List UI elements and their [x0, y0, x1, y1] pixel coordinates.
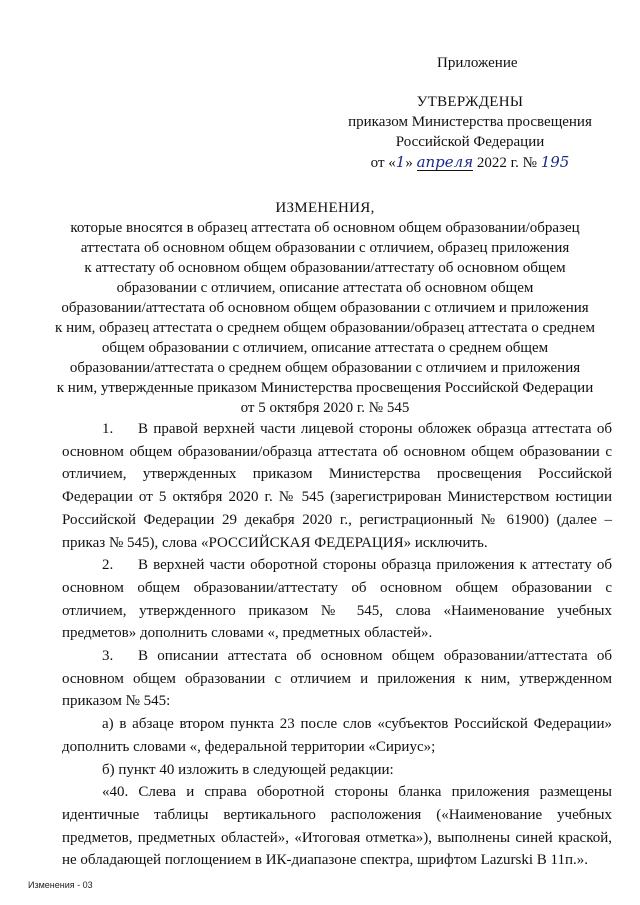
order-month: апреля — [416, 153, 474, 171]
heading-line: к ним, утвержденные приказом Министерства просвещения Российской Федерации — [56, 380, 594, 396]
paragraph-text: В правой верхней части лицевой стороны обложек образца аттестата об основном общем образовании/образца аттестата об основном общем образовании с отличием, утвержденных приказом Министерства просвещения Российской Федерации от 5 октября 2020 г. № 545 (зарегистрирован Министерством юстиции Российской Федерации 29 декабря 2020 г., регистрационный № 61900) (далее – приказ № 545), слова «РОССИЙСКАЯ ФЕДЕРАЦИЯ» исключить. — [62, 421, 612, 551]
heading-line: к ним, образец аттестата о среднем общем образовании/образец аттестата о среднем — [55, 320, 595, 336]
date-quote: » — [405, 155, 413, 171]
heading-line: образовании с отличием, описание аттестата об основном общем — [116, 280, 534, 296]
order-day: 1 — [395, 153, 406, 171]
paragraph-number: 2. — [102, 557, 114, 574]
footer-label: Изменения - 03 — [28, 880, 93, 890]
subparagraph-b: б) пункт 40 изложить в следующей редакции: — [102, 761, 394, 778]
approval-block — [330, 92, 610, 173]
quoted-point-40: «40. Слева и справа оборотной стороны бланка приложения размещены идентичные таблицы вертикального расположения («Наименование учебных предметов, предметных областей», «Итоговая отметка»), выполнены синей краской, не обладающей поглощением в ИК-диапазоне спектра, шрифтом Lazurski B 11п.». — [62, 784, 612, 869]
paragraph-text: В описании аттестата об основном общем образовании/аттестата об основном общем образовании с отличием и приложения к ним, утвержденном приказом № 545: — [62, 648, 612, 710]
order-date-line — [330, 152, 610, 173]
heading-line: образовании/аттестата о среднем общем образовании с отличием и приложения — [69, 360, 581, 376]
approval-title: УТВЕРЖДЕНЫ — [416, 94, 524, 110]
heading-line: от 5 октября 2020 г. № 545 — [240, 400, 410, 416]
order-number: 195 — [540, 153, 570, 171]
paragraph-2 — [62, 554, 612, 645]
heading-line: к аттестату об основном общем образовании/аттестату об основном общем — [84, 260, 566, 276]
heading-title: ИЗМЕНЕНИЯ, — [275, 200, 375, 216]
appendix-label: Приложение — [437, 55, 518, 71]
heading-line: аттестата об основном общем образовании с отличием, образец приложения — [80, 240, 570, 256]
document-body — [62, 418, 612, 872]
heading-line: которые вносятся в образец аттестата об основном общем образовании/образец — [70, 220, 580, 236]
subparagraph-a: а) в абзаце втором пункта 23 после слов «субъектов Российской Федерации» дополнить словами «, федеральной территории «Сириус»; — [62, 716, 612, 755]
order-year: 2022 г. № — [476, 155, 537, 171]
paragraph-text: В верхней части оборотной стороны образца приложения к аттестату об основном общем образовании/аттестату об основном общем образовании с отличием, утвержденного приказом № 545, слова «Наименование учебных предметов» дополнить словами «, предметных областей». — [62, 557, 612, 642]
changes-heading — [55, 198, 595, 418]
paragraph-3 — [62, 645, 612, 713]
paragraph-number: 1. — [102, 421, 114, 437]
heading-line: общем образовании с отличием, описание аттестата о среднем общем — [101, 340, 549, 356]
heading-line: образовании/аттестата об основном общем образовании с отличием и приложения — [61, 300, 589, 316]
paragraph-number: 3. — [102, 648, 114, 665]
approval-line-2: Российской Федерации — [395, 134, 545, 150]
approval-line-1: приказом Министерства просвещения — [348, 114, 592, 130]
date-prefix: от « — [370, 155, 396, 171]
paragraph-1 — [62, 418, 612, 554]
